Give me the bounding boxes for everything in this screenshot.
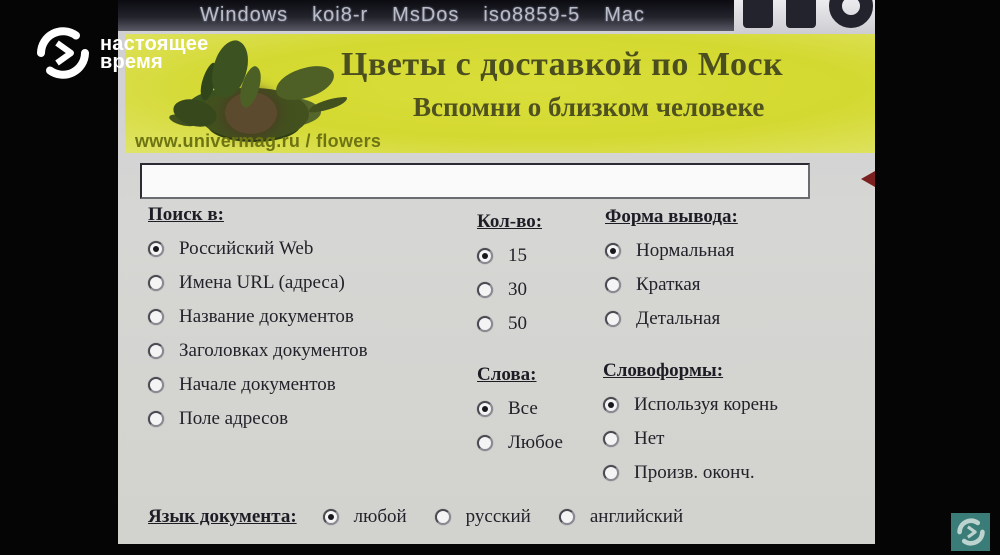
radio-icon[interactable] (477, 435, 493, 451)
current-time-logo-icon (957, 518, 985, 546)
radio-options-doc-language (323, 506, 683, 528)
site-logo-fragment (734, 0, 875, 37)
radio-icon[interactable] (477, 316, 493, 332)
radio-option[interactable] (559, 506, 683, 528)
radio-option-label: Произв. оконч. (634, 462, 755, 483)
radio-option-label: Начале документов (179, 374, 336, 395)
radio-group-word-forms (603, 360, 778, 496)
radio-option-label: Заголовках документов (179, 340, 368, 361)
radio-options-count (477, 245, 542, 335)
radio-group-doc-language (148, 506, 683, 528)
banner-subtitle: Вспомни о близком человеке (413, 92, 765, 122)
encoding-option[interactable]: Windows (200, 4, 289, 26)
radio-icon[interactable] (605, 277, 621, 293)
radio-option[interactable] (148, 238, 368, 260)
radio-icon[interactable] (605, 311, 621, 327)
radio-group-output-form (605, 206, 738, 342)
radio-options-word-forms (603, 394, 778, 484)
radio-icon[interactable] (148, 377, 164, 393)
radio-option[interactable] (605, 308, 738, 330)
radio-selected-icon[interactable] (477, 248, 493, 264)
group-heading-word-forms: Словоформы: (603, 360, 724, 381)
radio-option[interactable] (148, 306, 368, 328)
radio-option[interactable] (323, 506, 407, 528)
radio-group-count (477, 211, 542, 347)
radio-option-label: русский (465, 506, 531, 527)
watermark-line-1: настоящее (100, 32, 209, 55)
radio-option[interactable] (477, 398, 563, 420)
channel-watermark-text (100, 32, 209, 73)
radio-icon[interactable] (559, 509, 575, 525)
radio-option-label: 15 (508, 245, 527, 266)
radio-option-label: 30 (508, 279, 527, 300)
radio-icon[interactable] (435, 509, 451, 525)
radio-icon[interactable] (603, 431, 619, 447)
radio-icon[interactable] (148, 343, 164, 359)
logo-letter-shape (829, 0, 873, 28)
radio-option-label: Нормальная (636, 240, 735, 261)
radio-option[interactable] (148, 408, 368, 430)
radio-option-label: Нет (634, 428, 665, 449)
search-input[interactable] (140, 163, 810, 199)
radio-option-label: Название документов (179, 306, 354, 327)
banner-title: Цветы с доставкой по Моск (341, 46, 784, 83)
radio-option-label: Российский Web (179, 238, 314, 259)
radio-option[interactable] (603, 428, 778, 450)
radio-option-label: любой (353, 506, 407, 527)
radio-option-label: английский (589, 506, 684, 527)
radio-option[interactable] (605, 240, 738, 262)
encoding-option[interactable]: koi8-r (312, 4, 369, 26)
radio-icon[interactable] (477, 282, 493, 298)
radio-option[interactable] (605, 274, 738, 296)
radio-option[interactable] (603, 394, 778, 416)
radio-option-label: Имена URL (адреса) (179, 272, 345, 293)
encoding-option[interactable]: iso8859-5 (483, 4, 581, 26)
banner-url: www.univermag.ru / flowers (135, 131, 382, 151)
radio-selected-icon[interactable] (477, 401, 493, 417)
watermark-line-2: время (100, 51, 163, 73)
radio-icon[interactable] (148, 411, 164, 427)
radio-options-search-in (148, 238, 368, 430)
channel-badge (951, 513, 990, 551)
group-heading-count: Кол-во: (477, 211, 543, 232)
radio-option[interactable] (477, 313, 542, 335)
radio-option[interactable] (148, 374, 368, 396)
search-engine-page (118, 0, 875, 544)
radio-options-output-form (605, 240, 738, 330)
radio-selected-icon[interactable] (148, 241, 164, 257)
radio-option[interactable] (148, 272, 368, 294)
radio-option[interactable] (477, 279, 542, 301)
radio-selected-icon[interactable] (603, 397, 619, 413)
radio-options-words (477, 398, 563, 454)
logo-letter-shape (743, 0, 773, 28)
radio-option-label: Поле адресов (179, 408, 289, 429)
encoding-option[interactable]: MsDos (392, 4, 460, 26)
radio-selected-icon[interactable] (605, 243, 621, 259)
current-time-logo-icon (36, 26, 90, 80)
radio-option-label: Все (508, 398, 538, 419)
radio-option[interactable] (477, 245, 542, 267)
radio-option-label: Детальная (636, 308, 721, 329)
group-heading-search-in: Поиск в: (148, 204, 224, 225)
radio-option[interactable] (603, 462, 778, 484)
radio-selected-icon[interactable] (323, 509, 339, 525)
radio-option[interactable] (148, 340, 368, 362)
radio-option-label: Используя корень (634, 394, 778, 415)
radio-option-label: 50 (508, 313, 527, 334)
radio-icon[interactable] (603, 465, 619, 481)
group-heading-doc-language: Язык документа: (148, 506, 297, 527)
group-heading-output-form: Форма вывода: (605, 206, 738, 227)
arrow-left-icon (861, 171, 875, 187)
channel-watermark (36, 26, 208, 80)
group-heading-words: Слова: (477, 364, 537, 385)
radio-option-label: Любое (508, 432, 563, 453)
radio-icon[interactable] (148, 309, 164, 325)
radio-option[interactable] (477, 432, 563, 454)
radio-icon[interactable] (148, 275, 164, 291)
ad-banner-flowers[interactable] (125, 34, 875, 153)
radio-option[interactable] (435, 506, 531, 528)
radio-group-words (477, 364, 563, 466)
logo-letter-shape (786, 0, 816, 28)
radio-option-label: Краткая (636, 274, 701, 295)
radio-group-search-in (148, 204, 368, 442)
encoding-option[interactable]: Mac (604, 4, 646, 26)
